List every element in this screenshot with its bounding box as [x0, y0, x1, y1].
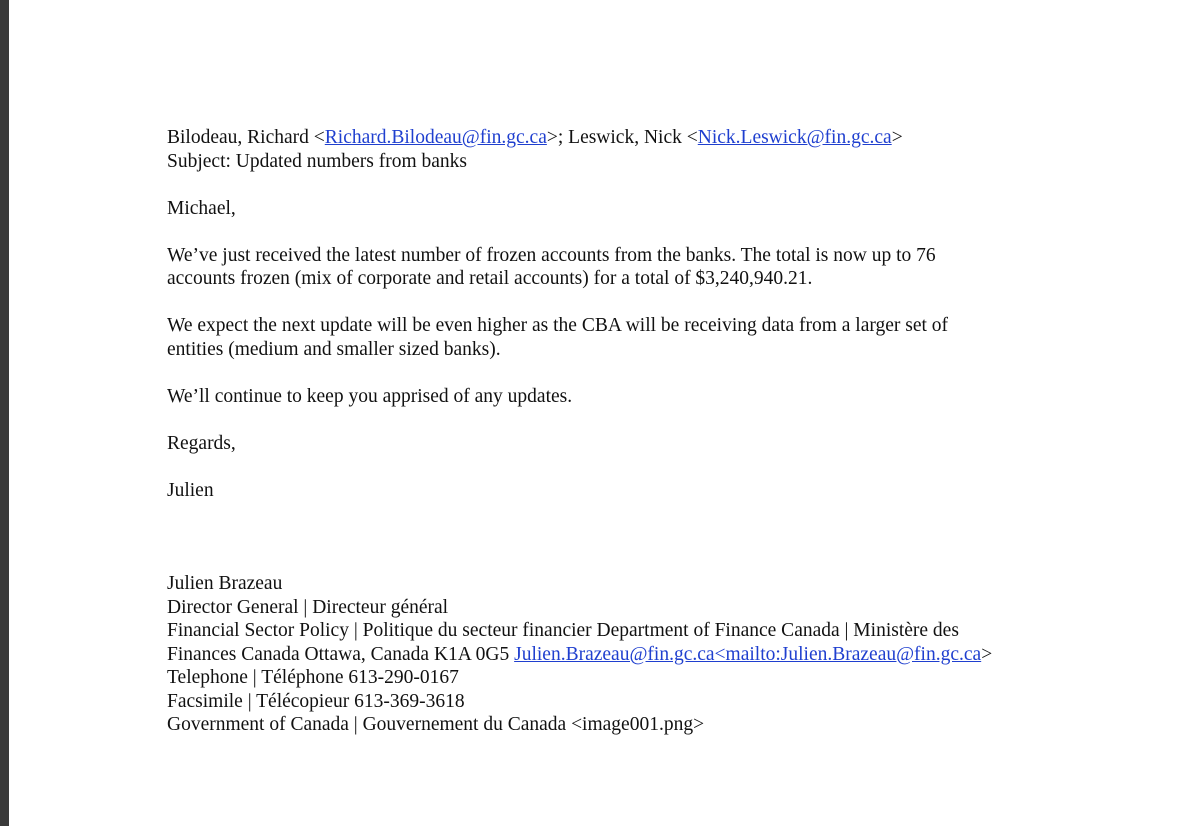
paragraph-3: We’ll continue to keep you apprised of any updates. [167, 385, 573, 407]
cc-line: Bilodeau, Richard <Richard.Bilodeau@fin.gc.ca>; Leswick, Nick <Nick.Leswick@fin.gc.ca> [167, 127, 903, 148]
sender-first-name: Julien [167, 479, 214, 501]
cc-name-2: Leswick, Nick [568, 127, 682, 148]
cc-name-1: Bilodeau, Richard [167, 127, 309, 148]
email-content [167, 126, 1067, 737]
paragraph-2-line-2: entities (medium and smaller sized banks). [167, 338, 501, 360]
salutation: Michael, [167, 197, 236, 219]
signature-spacer [167, 502, 1067, 572]
paragraph-1 [167, 244, 1067, 291]
signature-address: Finances Canada Ottawa, Canada K1A 0G5 [167, 643, 510, 665]
closing: Regards, [167, 432, 236, 454]
signature-government: Government of Canada | Gouvernement du Canada <image001.png> [167, 714, 705, 735]
signature-block [167, 572, 1067, 737]
signature-title: Director General | Directeur général [167, 596, 449, 618]
signature-org-line-2 [167, 643, 1067, 667]
paragraph-1-line-1: We’ve just received the latest number of frozen accounts from the banks. The total is now up to 76 [167, 244, 936, 266]
cc-email-1-link[interactable]: Richard.Bilodeau@fin.gc.ca [324, 127, 547, 148]
signature-email-link[interactable]: Julien.Brazeau@fin.gc.ca<mailto:Julien.Brazeau@fin.gc.ca [514, 643, 982, 665]
signature-email-suffix: > [981, 643, 993, 665]
document-page [9, 0, 1200, 826]
signature-telephone: Telephone | Téléphone 613-290-0167 [167, 667, 459, 688]
signature-facsimile: Facsimile | Télécopieur 613-369-3618 [167, 690, 465, 712]
cc-email-2-link[interactable]: Nick.Leswick@fin.gc.ca [697, 127, 892, 148]
paragraph-2 [167, 314, 1067, 361]
cc-separator: ; [557, 127, 564, 148]
paragraph-2-line-1: We expect the next update will be even higher as the CBA will be receiving data from a larger set of [167, 315, 949, 336]
viewer-left-edge [0, 0, 9, 826]
signature-name: Julien Brazeau [167, 573, 283, 594]
paragraph-1-line-2: accounts frozen (mix of corporate and retail accounts) for a total of $3,240,940.21. [167, 268, 813, 289]
subject-line: Subject: Updated numbers from banks [167, 150, 468, 172]
signature-org-line-1: Financial Sector Policy | Politique du secteur financier Department of Finance Canada | Ministère des [167, 620, 959, 641]
